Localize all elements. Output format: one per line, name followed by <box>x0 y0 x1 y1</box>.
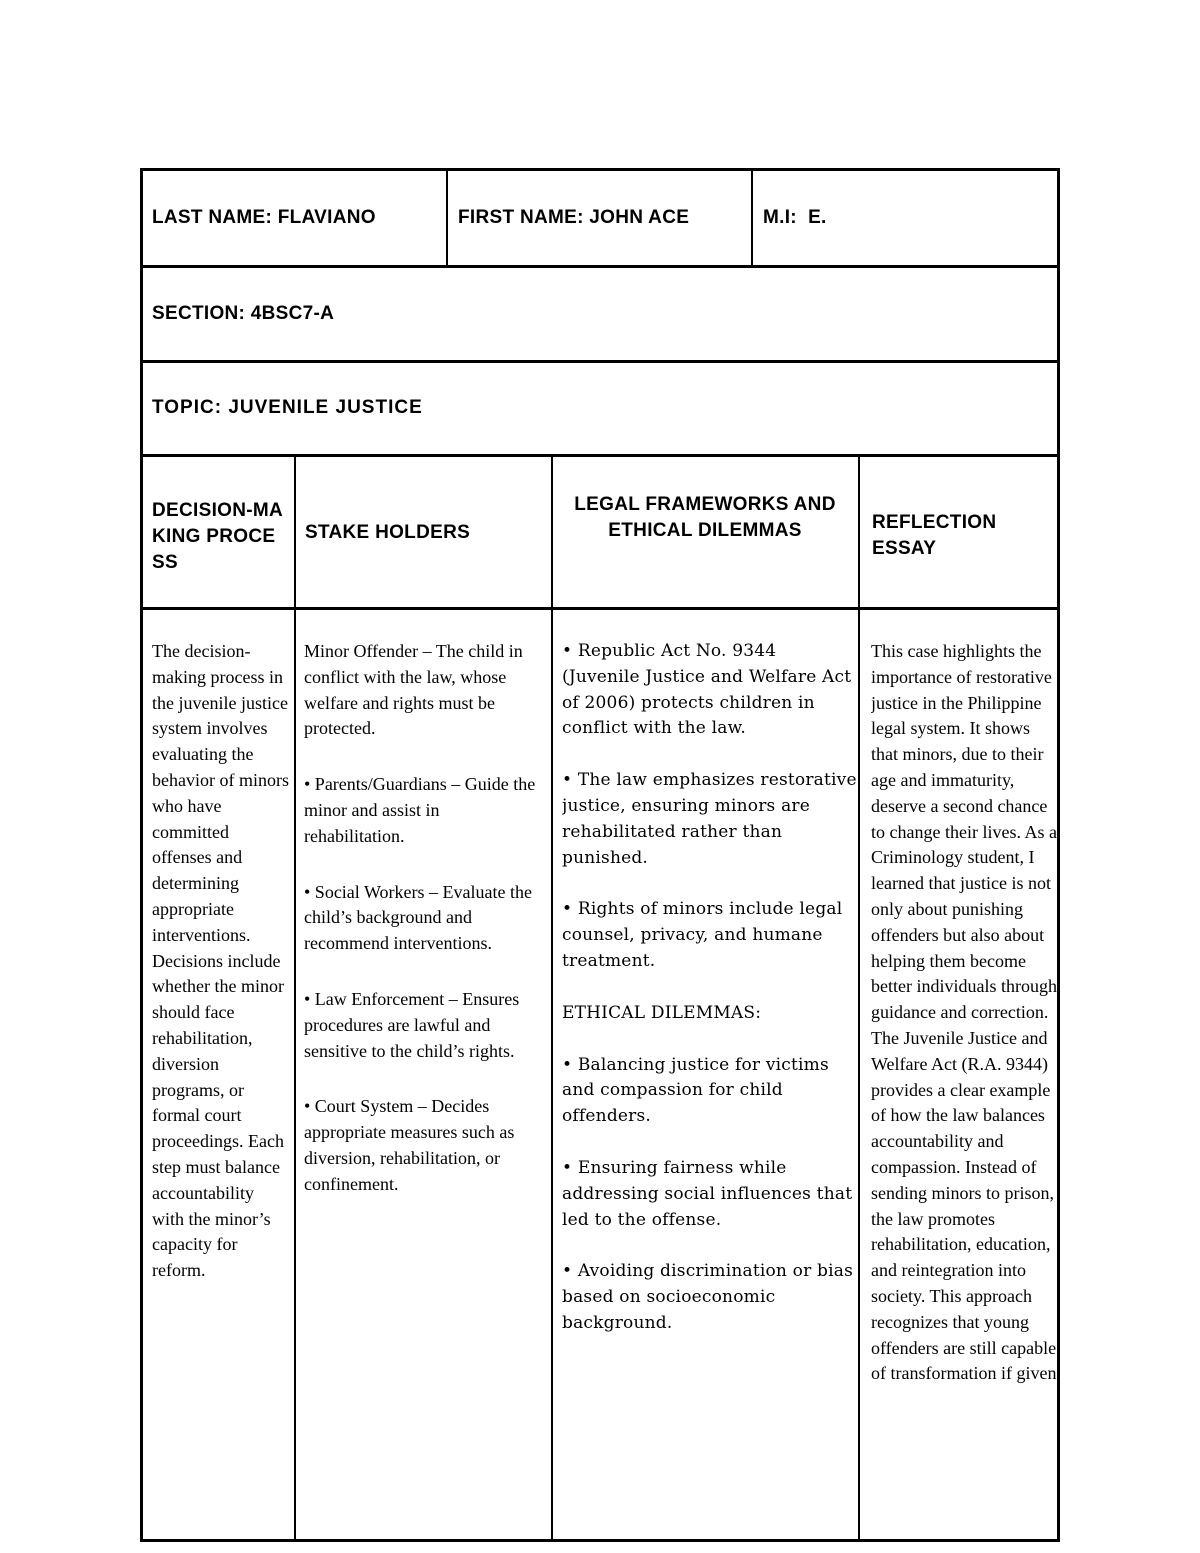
legal-item: • Balancing justice for victims and compassion for child offenders. <box>562 1054 829 1127</box>
reflection-text <box>871 639 1058 1539</box>
section-label: SECTION: 4BSC7-A <box>152 303 335 324</box>
middle-initial: M.I: E. <box>763 207 827 228</box>
stakeholder-item: • Social Workers – Evaluate the child’s background and recommend interventions. <box>304 881 532 954</box>
stakeholder-item: Minor Offender – The child in conflict with the law, whose welfare and rights must be protected. <box>304 641 523 739</box>
stakeholder-item: • Parents/Guardians – Guide the minor and assist in rehabilitation. <box>304 774 536 846</box>
legal-item: • Rights of minors include legal counsel, privacy, and humane treatment. <box>562 899 843 971</box>
row-divider-2 <box>140 360 1060 363</box>
stakeholder-item: • Court System – Decides appropriate measures such as diversion, rehabilitation, or confinement. <box>304 1096 515 1194</box>
col-header-legal: LEGAL FRAMEWORKS AND ETHICAL DILEMMAS <box>574 494 836 541</box>
col-header-stakeholders: STAKE HOLDERS <box>305 522 471 543</box>
stakeholders-text <box>304 639 544 1539</box>
last-name: LAST NAME: FLAVIANO <box>152 207 376 228</box>
decision-text <box>152 639 290 1539</box>
legal-item: • The law emphasizes restorative justice, ensuring minors are rehabilitated rather than punished. <box>562 770 857 868</box>
name-divider-1 <box>446 168 448 266</box>
row-divider-4 <box>140 607 1060 610</box>
col-divider-1 <box>294 455 296 1542</box>
col-header-decision: DECISION-MAKING PROCESS <box>152 500 284 573</box>
col-header-reflection: REFLECTION ESSAY <box>872 512 997 559</box>
legal-item: • Ensuring fairness while addressing social influences that led to the offense. <box>562 1157 853 1230</box>
legal-item: • Republic Act No. 9344 (Juvenile Justice and Welfare Act of 2006) protects children in conflict with the law. <box>562 641 852 739</box>
col-divider-3 <box>858 455 860 1542</box>
legal-item: • Avoiding discrimination or bias based on socioeconomic background. <box>562 1261 854 1333</box>
reflection-paragraph: This case highlights the importance of restorative justice in the Philippine legal system. It shows that minors, due to their age and immaturity, deserve a second chance to change their lives. As a Criminology student, I learned that justice is not only about punishing offenders but also about helping them become better individuals through guidance and correction. The Juvenile Justice and Welfare Act (R.A. 9344) provides a clear example of how the law balances accountability and compassion. Instead of sending minors to prison, the law promotes rehabilitation, education, and reintegration into society. This approach recognizes that young offenders are still capable of transformation if given <box>871 641 1057 1384</box>
row-divider-1 <box>140 265 1060 268</box>
name-divider-2 <box>751 168 753 266</box>
topic-label: TOPIC: JUVENILE JUSTICE <box>152 397 423 418</box>
stakeholder-item: • Law Enforcement – Ensures procedures are lawful and sensitive to the child’s rights. <box>304 988 520 1061</box>
legal-text <box>562 639 858 1539</box>
decision-paragraph: The decision-making process in the juvenile justice system involves evaluating the behavior of minors who have committed offenses and determining appropriate interventions. Decisions include whether the minor should face rehabilitation, diversion programs, or formal court proceedings. Each step must balance accountability with the minor’s capacity for reform. <box>152 641 289 1281</box>
first-name: FIRST NAME: JOHN ACE <box>458 207 690 228</box>
col-divider-2 <box>551 455 553 1542</box>
ethical-dilemmas-heading: ETHICAL DILEMMAS: <box>562 1002 762 1023</box>
form-sheet <box>140 168 1060 1542</box>
row-divider-3 <box>140 454 1060 457</box>
